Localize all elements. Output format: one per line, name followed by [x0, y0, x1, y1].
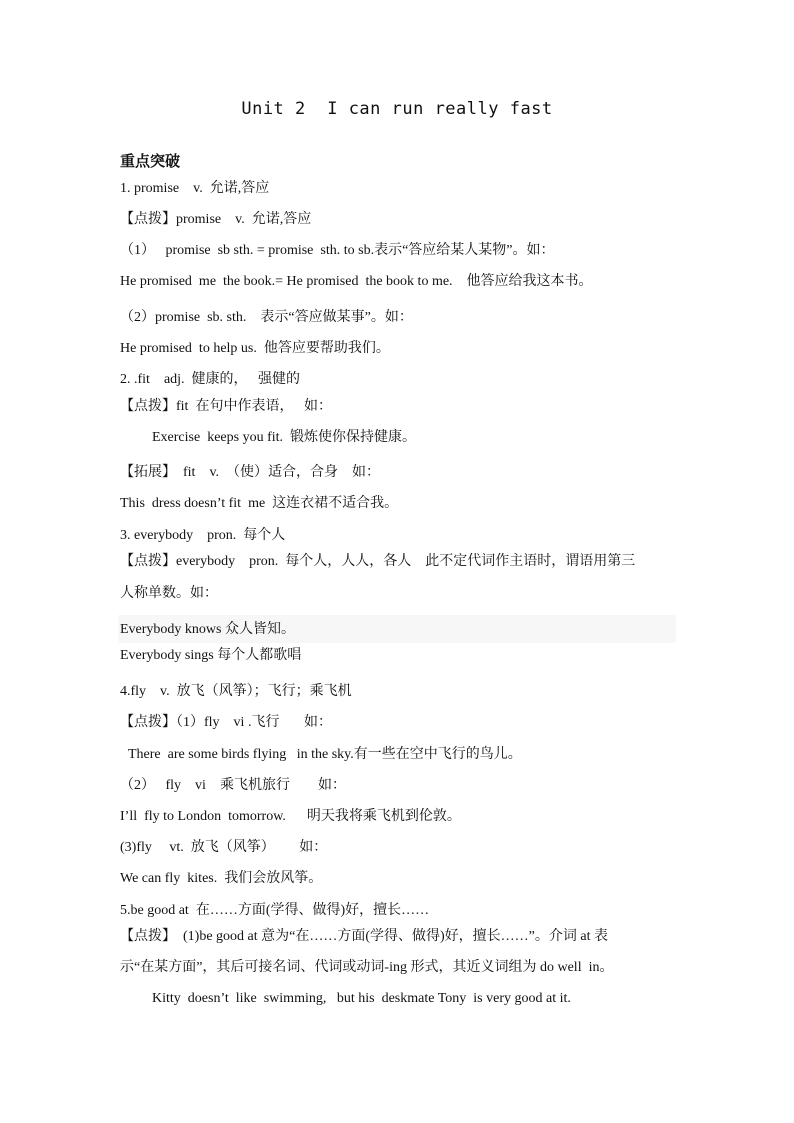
note-line: 【点拨】promise v. 允诺,答应 — [120, 212, 312, 227]
example-line: Everybody sings 每个人都歌唱 — [120, 648, 302, 663]
extension-line: 【拓展】 fit v. （使）适合，合身 如： — [120, 465, 381, 480]
vocab-item-fly: 4.fly v. 放飞（风筝）；飞行；乘飞机 — [120, 684, 352, 699]
vocab-item-promise: 1. promise v. 允诺,答应 — [120, 181, 270, 196]
example-line: He promised to help us. 他答应要帮助我们。 — [120, 341, 390, 356]
example-line: We can fly kites. 我们会放风筝。 — [120, 871, 323, 886]
example-line: Exercise keeps you fit. 锻炼使你保持健康。 — [152, 430, 417, 445]
note-line: （2）promise sb. sth. 表示“答应做某事”。如： — [120, 310, 413, 325]
note-line: 【点拨】fit 在句中作表语， 如： — [120, 399, 332, 414]
example-line: I’ll fly to London tomorrow. 明天我将乘飞机到伦敦。 — [120, 809, 461, 824]
note-line: 人称单数。如： — [120, 586, 218, 601]
vocab-item-fit: 2. .fit adj. 健康的， 强健的 — [120, 372, 301, 387]
note-line: 【点拨】 (1)be good at 意为“在……方面(学得、做得)好，擅长……”。介词 at 表 — [120, 929, 608, 944]
vocab-item-everybody: 3. everybody pron. 每个人 — [120, 528, 286, 543]
example-line: Kitty doesn’t like swimming, but his deskmate Tony is very good at it. — [152, 991, 571, 1006]
example-line: There are some birds flying in the sky.有一些在空中飞行的鸟儿。 — [128, 747, 522, 762]
note-line: （1） promise sb sth. = promise sth. to sb.表示“答应给某人某物”。如： — [120, 243, 555, 258]
document-title: Unit 2 I can run really fast — [241, 99, 553, 119]
note-line: 示“在某方面”，其后可接名词、代词或动词-ing 形式，其近义词组为 do well in。 — [120, 960, 614, 975]
note-line: 【点拨】（1）fly vi .飞行 如： — [120, 715, 332, 730]
example-line: This dress doesn’t fit me 这连衣裙不适合我。 — [120, 496, 399, 511]
example-line: Everybody knows 众人皆知。 — [120, 622, 295, 637]
example-line: He promised me the book.= He promised the book to me. 他答应给我这本书。 — [120, 274, 593, 289]
note-line: (3)fly vt. 放飞（风筝） 如： — [120, 840, 328, 855]
vocab-item-be-good-at: 5.be good at 在……方面(学得、做得)好，擅长…… — [120, 903, 430, 918]
note-line: （2） fly vi 乘飞机旅行 如： — [120, 778, 346, 793]
note-line: 【点拨】everybody pron. 每个人，人人，各人 此不定代词作主语时，谓语用第三 — [120, 554, 636, 569]
section-heading: 重点突破 — [120, 154, 181, 170]
